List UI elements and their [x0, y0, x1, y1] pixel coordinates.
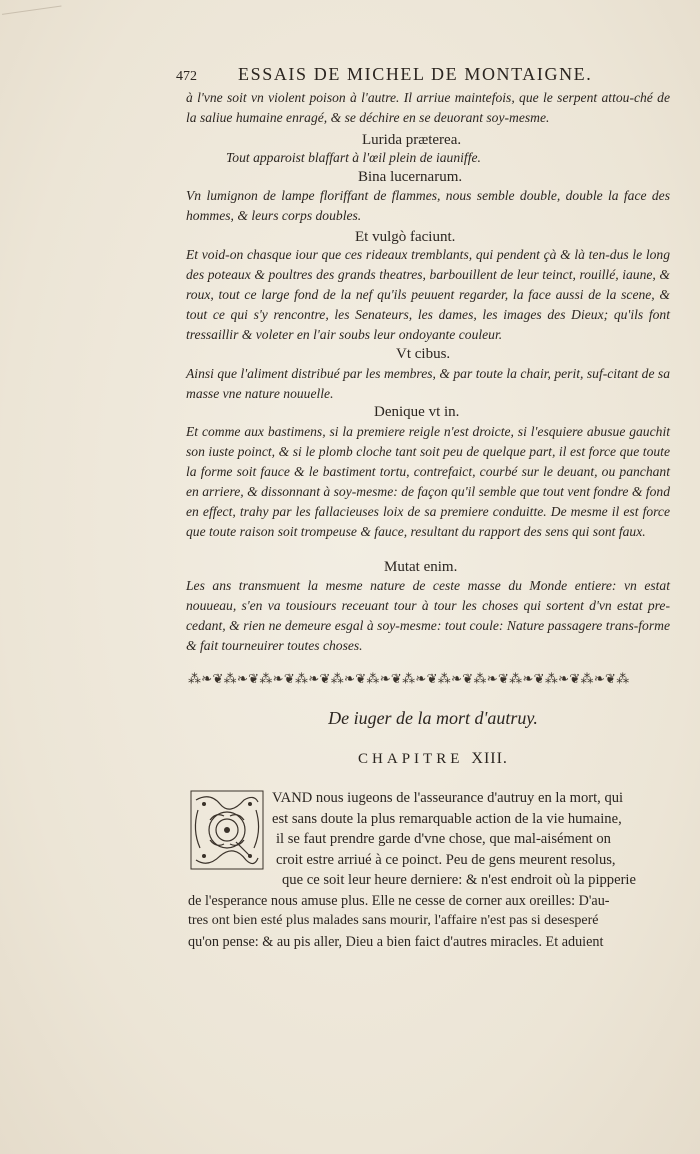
paragraph-3: Vn lumignon de lampe floriffant de flammes, nous semble double, double la face des hommes, & leurs corps doubles. [186, 188, 670, 223]
page-corner-crease [0, 0, 62, 15]
chapter-line-3: il se faut prendre garde d'vne chose, que mal-aisément on [276, 831, 611, 847]
chapter-line-2: est sans doute la plus remarquable action de la vie humaine, [272, 811, 622, 827]
chapter-line-6: de l'esperance nous amuse plus. Elle ne cesse de corner aux oreilles: D'au- [188, 893, 610, 909]
running-title: ESSAIS DE MICHEL DE MONTAIGNE. [238, 64, 593, 84]
paragraph-6: Et comme aux bastimens, si la premiere reigle n'est droicte, si l'esquiere abusue gauchit son iuste poinct, & si le plomb cloche tant soit peu de quelque part, il est force que toute la forme soit fauce & le bastiment tortu, contrefaict, courbé sur le deuant, ou panchant en arriere, & dissonnant à soy-mesme: de façon qu'il semble que tout vent fondre & fond en effect, trahy par les fallacieuses loix de sa premiere conduitte. De mesme il est force que toute raison soit trompeuse & fauce, resultant du rapport des sens qui sont faux. [186, 424, 670, 539]
chapter-line-7: tres ont bien esté plus malades sans mourir, l'affaire n'est pas si desesperé [188, 913, 599, 928]
latin-quote-5: Denique vt in. [374, 404, 460, 420]
paragraph-1: à l'vne soit vn violent poison à l'autre. Il arriue maintefois, que le serpent attou-ché de la saliue humaine enragé, & se déchire en se deuorant soy-mesme. [186, 90, 670, 125]
latin-quote-6: Mutat enim. [384, 559, 458, 575]
chapter-title: De iuger de la mort d'autruy. [328, 708, 538, 728]
chapter-line-1: VAND nous iugeons de l'asseurance d'autruy en la mort, qui [272, 790, 624, 806]
chapter-line-8: qu'on pense: & au pis aller, Dieu a bien faict d'autres miracles. Et aduient [188, 934, 604, 950]
paragraph-4: Et void-on chasque iour que ces rideaux tremblants, qui pendent çà & là ten-dus le long des poteaux & poultres des grands theatres, barbouillent de leur teinct, rouillé, iaune, & roux, tout ce large fond de la nef qu'ils peuuent regarder, la face aussi de la scene, & tout ce qui s'y rencontre, les Senateurs, les dames, les images des Dieux; qu'ils font tressaillir & voleter en l'air soubs leur ondoyante couleur. [186, 247, 670, 342]
latin-quote-4: Vt cibus. [396, 346, 451, 362]
fleuron-divider: ⁂❧❦⁂❧❦⁂❧❦⁂❧❦⁂❧❦⁂❧❦⁂❧❦⁂❧❦⁂❧❦⁂❧❦⁂❧❦⁂❧❦⁂ [188, 672, 630, 687]
paragraph-2: Tout apparoist blaffart à l'œil plein de iauniffe. [226, 150, 481, 165]
running-header [176, 64, 676, 88]
page-number: 472 [176, 69, 197, 84]
chapter-line-4: croit estre arriué à ce poinct. Peu de gens meurent resolus, [276, 852, 616, 868]
paragraph-7: Les ans transmuent la mesme nature de ceste masse du Monde entiere: vn estat nouueau, s'en va tousiours receuant tour à tour les choses qui sortent d'vn estat pre-cedant, & rien ne demeure esgal à soy-mesme: tout coule: Nature passagere trans-forme & fait tourneuirer toutes choses. [186, 578, 670, 653]
paragraph-5: Ainsi que l'aliment distribué par les membres, & par toute la chair, perit, suf-citant de sa masse vne nature nouuelle. [186, 366, 670, 401]
latin-quote-1: Lurida præterea. [362, 132, 462, 148]
chapter-line-5: que ce soit leur heure derniere: & n'est endroit où la pipperie [282, 872, 636, 888]
chapter-number: XIII. [471, 750, 508, 767]
chapter-label: CHAPITRE [358, 751, 464, 767]
ornamental-initial-q-icon [190, 790, 264, 870]
latin-quote-3: Et vulgò faciunt. [355, 229, 456, 245]
chapter-heading [188, 750, 678, 768]
latin-quote-2: Bina lucernarum. [358, 169, 463, 185]
